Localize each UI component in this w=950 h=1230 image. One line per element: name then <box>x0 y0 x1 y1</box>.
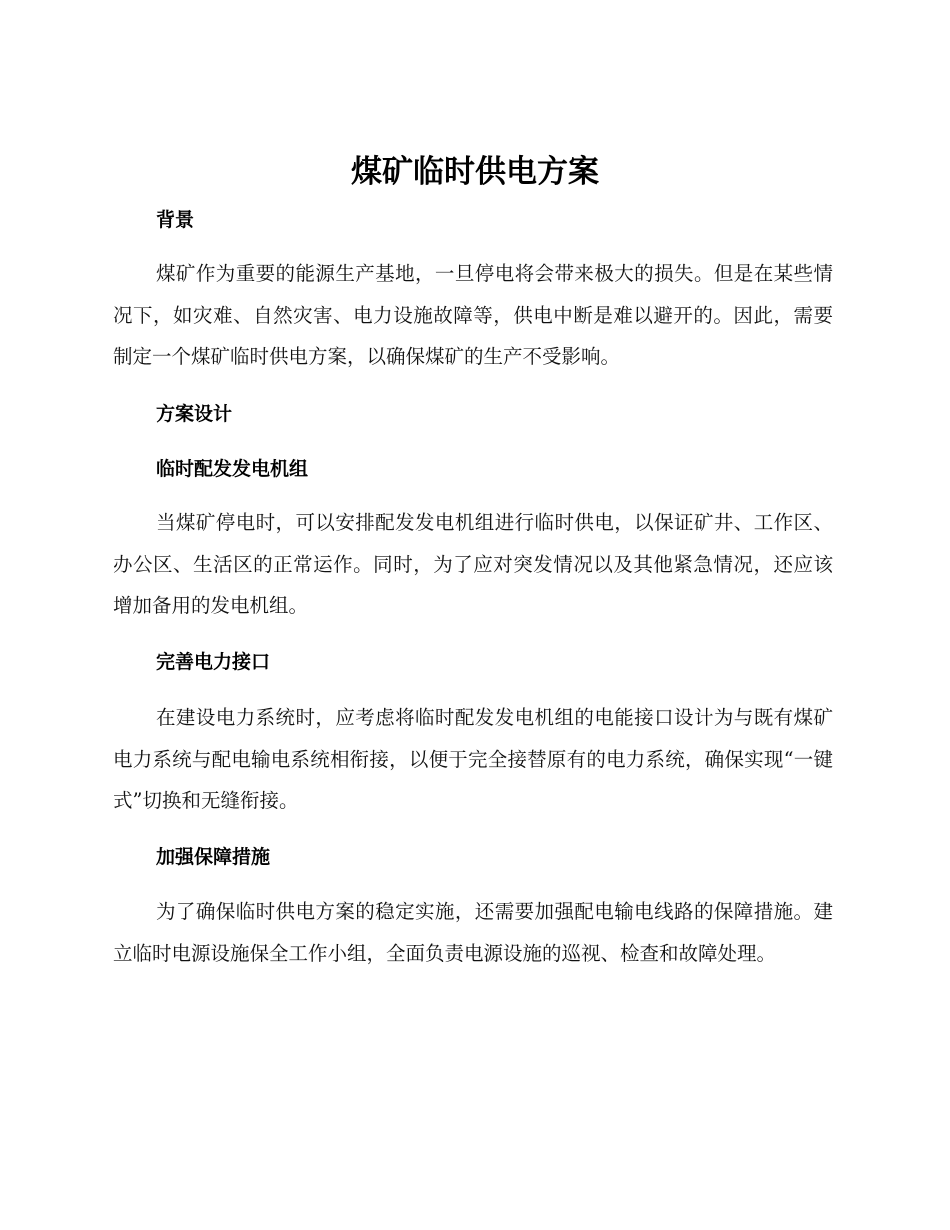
document-title: 煤矿临时供电方案 <box>351 154 599 190</box>
section-paragraph-background: 煤矿作为重要的能源生产基地，一旦停电将会带来极大的损失。但是在某些情况下，如灾难、自然灾害、电力设施故障等，供电中断是难以避开的。因此，需要制定一个煤矿临时供电方案，以确保煤矿的生产不受影响。 <box>113 262 833 368</box>
section-heading-background: 背景 <box>156 209 195 231</box>
section-paragraph-power-interface: 在建设电力系统时，应考虑将临时配发发电机组的电能接口设计为与既有煤矿电力系统与配电输电系统相衔接，以便于完全接替原有的电力系统，确保实现“一键式”切换和无缝衔接。 <box>113 706 833 812</box>
section-paragraph-safeguard-measures: 为了确保临时供电方案的稳定实施，还需要加强配电输电线路的保障措施。建立临时电源设施保全工作小组，全面负责电源设施的巡视、检查和故障处理。 <box>113 900 833 965</box>
section-heading-temporary-generator: 临时配发发电机组 <box>156 458 309 480</box>
section-paragraph-temporary-generator: 当煤矿停电时，可以安排配发发电机组进行临时供电，以保证矿井、工作区、办公区、生活区的正常运作。同时，为了应对突发情况以及其他紧急情况，还应该增加备用的发电机组。 <box>113 511 833 617</box>
section-heading-plan-design: 方案设计 <box>156 403 233 425</box>
section-heading-safeguard-measures: 加强保障措施 <box>156 846 271 868</box>
section-heading-power-interface: 完善电力接口 <box>156 651 271 673</box>
